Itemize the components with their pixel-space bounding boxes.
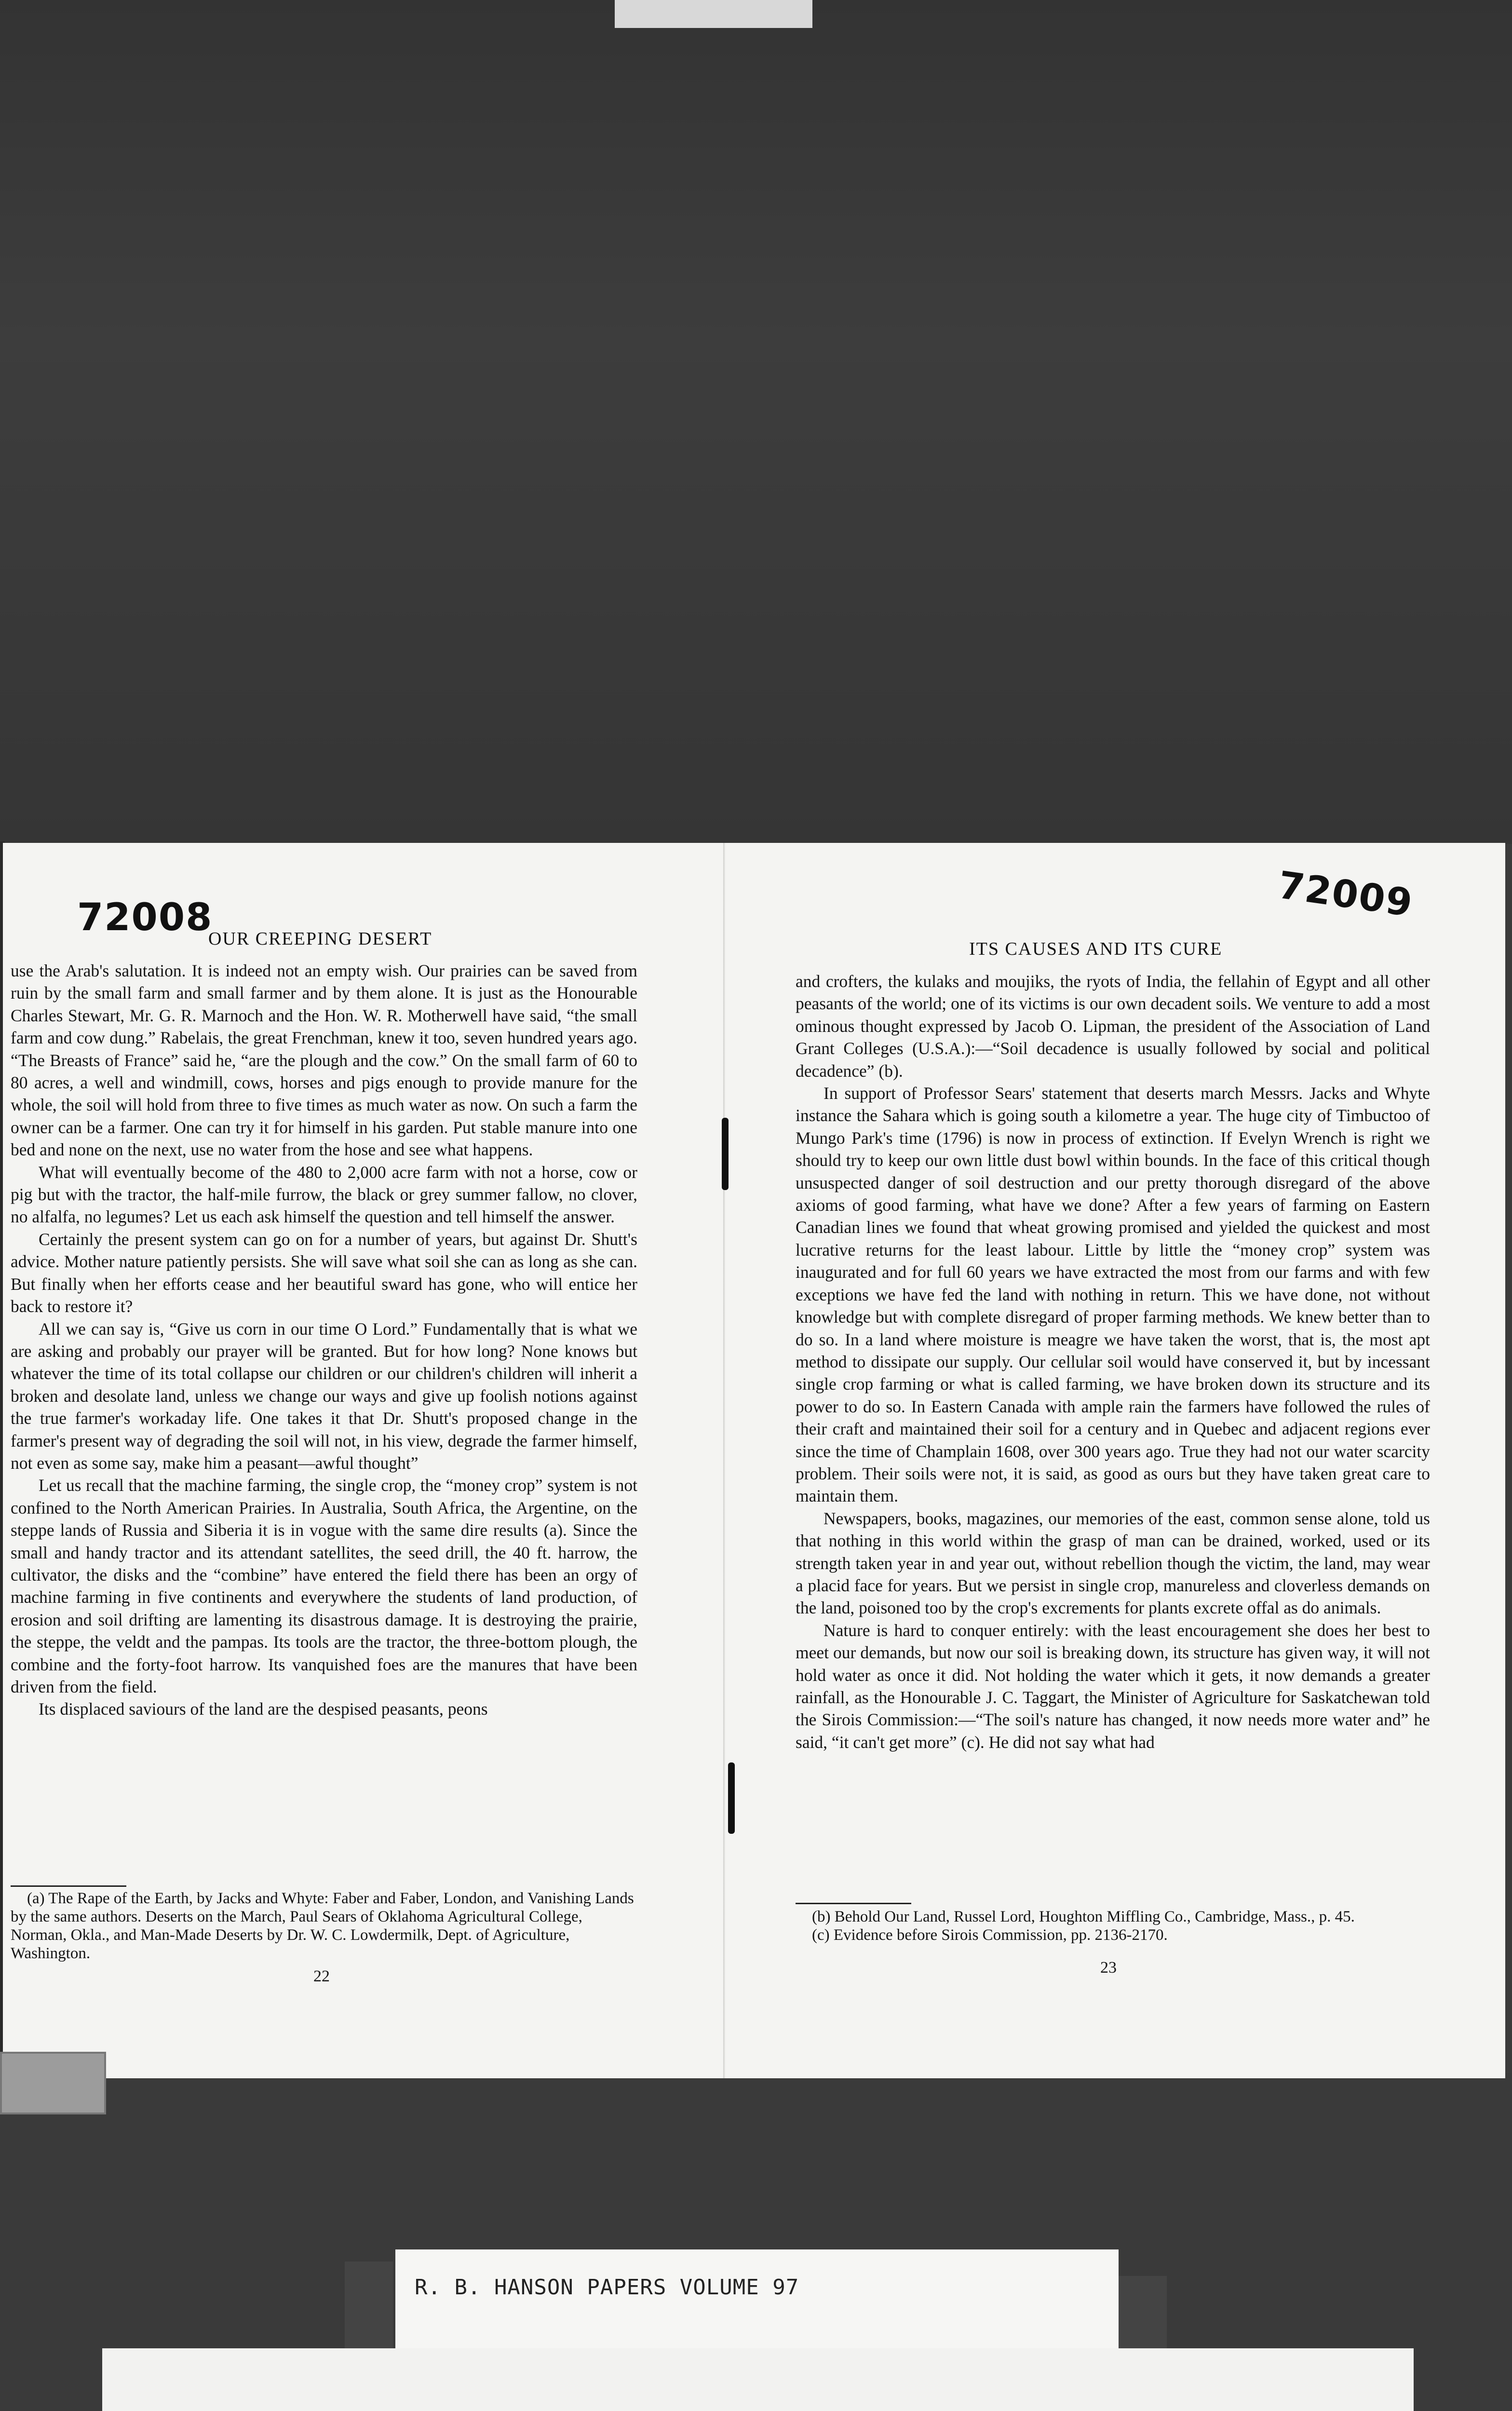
left-page-body [11, 960, 637, 1720]
right-paragraph: Newspapers, books, magazines, our memories of the east, common sense alone, told us that nothing in this world within the grasp of man can be drained, worked, used or its strength taken year in and year out, without rebellion though the victim, the land, may wear a placid face for years. But we persist in single crop, manureless and cloverless demands on the land, poisoned too by the crop's excrements for plants excrete offal as do animals. [796, 1508, 1430, 1618]
archives-card [102, 2348, 1414, 2411]
right-page-body [796, 970, 1430, 1753]
right-paragraph: In support of Professor Sears' statement that deserts march Messrs. Jacks and Whyte instance the Sahara which is going south a kilometre a year. The huge city of Timbuctoo of Mungo Park's time (1796) is now in process of extinction. If Evelyn Wrench is right we should try to keep our own little dust bowl within bounds. In the face of this critical though unsuspected danger of soil destruction and our pretty thorough disregard of the above axioms of good farming, what have we done? After a few years of farming on Eastern Canadian lines we found that wheat growing promised and yielded the quickest and most lucrative returns for the least labour. Little by little the “money crop” system was inaugurated and for full 60 years we have extracted the most from our farms and with few exceptions we have fed the land with nothing in return. This we have done, not without knowledge but with complete disregard of proper farming methods. We knew better than to do so. In a land where moisture is meagre we have taken the worst, that is, the most apt method to dissipate our supply. Our cellular soil would have conserved it, but by incessant single crop farming or what is called farming, we have broken down its structure and its power to do so. In Eastern Canada with ample rain the farmers have followed the rules of their craft and maintained their soil for a century and in Quebec and adjacent regions ever since the time of Champlain 1608, over 300 years ago. True they had not our water scarcity problem. Their soils were not, it is said, as good as ours but they have taken great care to maintain them. [796, 1084, 1430, 1506]
right-footnote-b: (b) Behold Our Land, Russel Lord, Houghton Miffling Co., Cambridge, Mass., p. 45. [812, 1908, 1355, 1925]
right-footnote-c: (c) Evidence before Sirois Commission, pp. 2136-2170. [812, 1926, 1168, 1944]
top-clip [615, 0, 812, 28]
right-running-header: ITS CAUSES AND ITS CURE [969, 939, 1223, 959]
right-stamp-number: 72009 [1275, 863, 1416, 926]
left-paragraph: What will eventually become of the 480 to 2,000 acre farm with not a horse, cow or pig but with the tractor, the half-mile furrow, the black or grey summer fallow, no clover, no alfalfa, no legumes? Let us each ask himself the question and tell himself the answer. [11, 1162, 637, 1227]
upper-staple [722, 1118, 729, 1190]
right-footnotes [796, 1908, 1430, 1944]
left-footnote-a: (a) The Rape of the Earth, by Jacks and Whyte: Faber and Faber, London, and Vanishing Lands by the same authors. Deserts on the March, Paul Sears of Oklahoma Agricultural College, Norman, Okla., and Man-Made Deserts by Dr. W. C. Lowdermilk, Dept. of Agriculture, Washington. [11, 1890, 634, 1962]
left-page-number: 22 [313, 1967, 330, 1985]
right-footnote-rule [796, 1903, 911, 1904]
right-paragraph: and crofters, the kulaks and moujiks, the ryots of India, the fellahin of Egypt and all other peasants of the world; one of its victims is our own decadent soils. We venture to add a most ominous thought expressed by Jacob O. Lipman, the president of the Association of Land Grant Colleges (U.S.A.):—“Soil decadence is usually followed by social and political decadence” (b). [796, 972, 1430, 1081]
binder-clip [0, 2052, 106, 2114]
right-page-number: 23 [1100, 1959, 1117, 1977]
right-paragraph: Nature is hard to conquer entirely: with the least encouragement she does her best to meet our demands, but now our soil is breaking down, its structure has given way, it will not hold water as once it did. Not holding the water which it gets, it now demands a greater rainfall, as the Honourable J. C. Taggart, the Minister of Agriculture for Saskatchewan told the Sirois Commission:—“The soil's nature has changed, it now needs more water and” he said, “it can't get more” (c). He did not say what had [796, 1620, 1430, 1752]
left-paragraph: use the Arab's salutation. It is indeed not an empty wish. Our prairies can be saved from ruin by the small farm and small farmer and by them alone. It is just as the Honourable Charles Stewart, Mr. G. R. Marnoch and the Hon. W. R. Motherwell have said, “the small farm and cow dung.” Rabelais, the great Frenchman, knew it too, seven hundred years ago. “The Breasts of France” said he, “are the plough and the cow.” On the small farm of 60 to 80 acres, a well and windmill, cows, horses and pigs enough to provide manure for the whole, the soil will hold from three to five times as much water as now. On such a farm the owner can be a farmer. One can try it for himself in his garden. Put stable manure into one bed and none on the next, use no water from the hose and see what happens. [11, 961, 637, 1160]
left-stamp-number: 72008 [77, 896, 213, 939]
left-running-header: OUR CREEPING DESERT [208, 929, 432, 949]
left-paragraph: Its displaced saviours of the land are the despised peasants, peons [39, 1699, 488, 1719]
left-paragraph: Certainly the present system can go on for a number of years, but against Dr. Shutt's advice. Mother nature patiently persists. She will save what soil she can as long as she can. But finally when her efforts cease and her beautiful sward has gone, who will entice her back to restore it? [11, 1229, 637, 1316]
volume-label-strip [395, 2249, 1119, 2351]
tape-right [1119, 2276, 1167, 2348]
volume-label-text: R. B. HANSON PAPERS VOLUME 97 [415, 2275, 799, 2300]
left-footnote-rule [11, 1885, 126, 1887]
dark-background-top [0, 0, 1512, 844]
lower-staple [728, 1762, 735, 1834]
tape-left [345, 2262, 393, 2348]
left-paragraph: All we can say is, “Give us corn in our time O Lord.” Fundamentally that is what we are asking and probably our prayer will be granted. But for how long? None knows but whatever the time of its total collapse our children or our children's children will inherit a broken and desolate land, unless we change our ways and give up foolish notions against the true farmer's workaday life. One takes it that Dr. Shutt's proposed change in the farmer's present way of degrading the soil will not, in his view, degrade the farmer himself, not even as some say, make him a peasant—awful thought” [11, 1319, 637, 1473]
left-footnotes [11, 1889, 637, 1963]
left-paragraph: Let us recall that the machine farming, the single crop, the “money crop” system is not confined to the North American Prairies. In Australia, South Africa, the Argentine, on the steppe lands of Russia and Siberia it is in vogue with the same dire results (a). Since the small and handy tractor and its attendant satellites, the seed drill, the 40 ft. harrow, the cultivator, the disks and the “combine” have entered the field there has been an orgy of machine farming in five continents and everywhere the students of land production, of erosion and soil drifting are lamenting its disastrous damage. It is destroying the prairie, the steppe, the veldt and the pampas. Its tools are the tractor, the three-bottom plough, the combine and the forty-foot harrow. Its vanquished foes are the manures that have been driven from the field. [11, 1476, 637, 1696]
